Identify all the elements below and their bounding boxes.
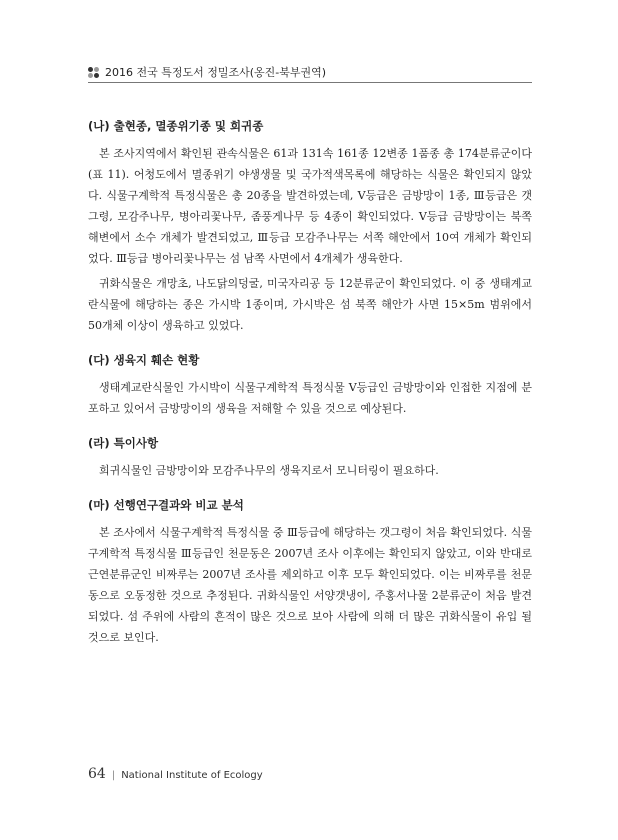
page-footer <box>88 766 263 782</box>
footer-organization: National Institute of Ecology <box>121 770 263 781</box>
section-heading: (다) 생육지 훼손 현황 <box>88 353 200 367</box>
section-heading: (마) 선행연구결과와 비교 분석 <box>88 498 244 512</box>
paragraph: 본 조사에서 식물구계학적 특정식물 중 Ⅲ등급에 해당하는 갯그령이 처음 확인되었다. 식물구계학적 특정식물 Ⅲ등급인 천문동은 2007년 조사 이후에는 확인되지 않았고, 이와 반대로 근연분류군인 비짜루는 2007년 조사를 제외하고 이후 모두 확인되었다. 이는 비짜루를 천문동으로 오동정한 것으로 추정된다. 귀화식물인 서양갯냉이, 주홍서나물 2분류군이 처음 발견되었다. 섬 주위에 사람의 흔적이 많은 것으로 보아 사람에 의해 더 많은 귀화식물이 유입 될 것으로 보인다. <box>88 526 532 644</box>
paragraph: 희귀식물인 금방망이와 모감주나무의 생육지로서 모니터링이 필요하다. <box>99 464 439 477</box>
paragraph: 본 조사지역에서 확인된 관속식물은 61과 131속 161종 12변종 1품종 총 174분류군이다(표 11). 어청도에서 멸종위기 야생생물 및 국가적색목록에 해당하는 식물은 확인되지 않았다. 식물구계학적 특정식물은 총 20종을 발견하였는데, V등급은 금방망이 1종, Ⅲ등급은 갯그령, 모감주나무, 병아리꽃나무, 좀풍게나무 등 4종이 확인되었다. V등급 금방망이는 북쪽 해변에서 소수 개체가 발견되었고, Ⅲ등급 모감주나무는 서쪽 해안에서 10여 개체가 확인되었다. Ⅲ등급 병아리꽃나무는 섬 남쪽 사면에서 4개체가 생육한다. <box>88 147 532 265</box>
footer-separator: | <box>111 770 116 781</box>
section-species <box>88 116 532 336</box>
paragraph: 생태계교란식물인 가시박이 식물구계학적 특정식물 V등급인 금방망이와 인접한 지점에 분포하고 있어서 금방망이의 생육을 저해할 수 있을 것으로 예상된다. <box>88 381 532 415</box>
body-text <box>88 116 532 662</box>
header-divider <box>88 82 532 83</box>
section-comparison <box>88 495 532 648</box>
section-heading: (라) 특이사항 <box>88 436 159 450</box>
section-notes <box>88 433 532 481</box>
paragraph: 귀화식물은 개망초, 나도닭의덩굴, 미국자리공 등 12분류군이 확인되었다. 이 중 생태계교란식물에 해당하는 종은 가시박 1종이며, 가시박은 섬 북쪽 해안가 사면 15×5m 범위에서 50개체 이상이 생육하고 있었다. <box>88 277 532 332</box>
header-title: 2016 전국 특정도서 정밀조사(옹진-북부권역) <box>105 66 327 79</box>
page-number: 64 <box>88 766 106 782</box>
header-dots-icon <box>88 67 99 78</box>
section-heading: (나) 출현종, 멸종위기종 및 희귀종 <box>88 119 264 133</box>
section-habitat-damage <box>88 350 532 419</box>
running-header <box>88 64 326 80</box>
